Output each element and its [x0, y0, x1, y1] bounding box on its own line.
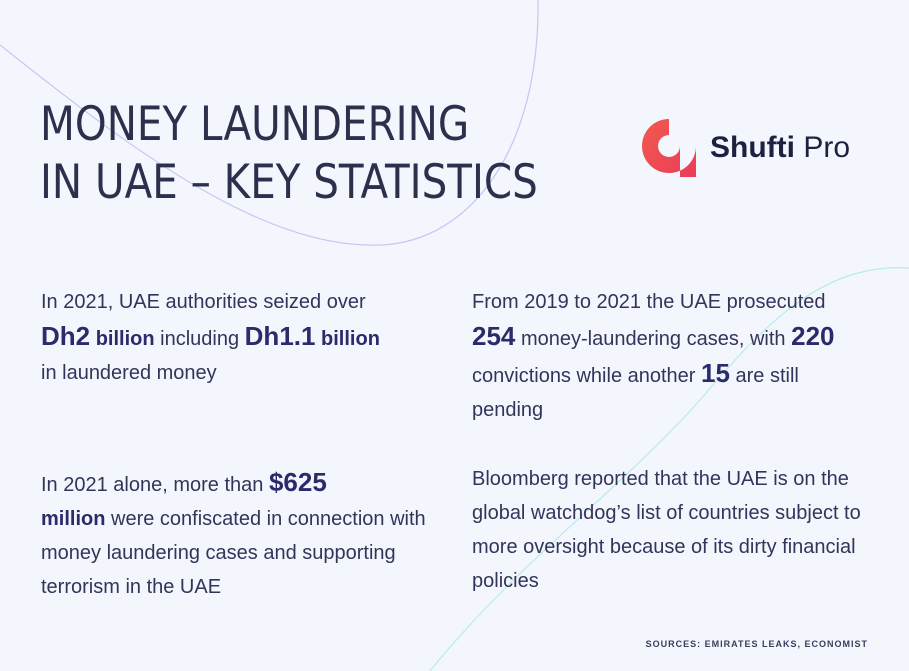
title-line-1: MONEY LAUNDERING [40, 97, 470, 152]
stat-unit: million [41, 508, 106, 530]
logo-mark-icon [640, 117, 698, 179]
title-line-2: IN UAE – KEY STATISTICS [40, 155, 538, 210]
stat-value: 254 [472, 321, 516, 351]
stat-confiscated [41, 465, 451, 604]
stat-value: Dh2 [41, 321, 91, 351]
stat-value: 220 [791, 321, 835, 351]
stat-text: were confiscated in connection with money laundering cases and supporting terrorism in the UAE [41, 508, 426, 598]
logo-text-bold: Shufti [710, 131, 795, 164]
stat-text: in laundered money [41, 362, 217, 384]
shufti-pro-logo [640, 117, 850, 179]
logo-text-regular: Pro [803, 131, 851, 164]
stat-value: 15 [701, 358, 730, 388]
stat-text: In 2021 alone, more than [41, 474, 264, 496]
stat-text: Bloomberg reported that the UAE is on the global watchdog’s list of countries subject to more oversight because of its dirty financial policies [472, 468, 861, 592]
stat-text: money-laundering cases, with [520, 328, 786, 350]
stat-text: convictions while another [472, 365, 696, 387]
stat-text: In 2021, UAE authorities seized over [41, 291, 366, 313]
stat-value: Dh1.1 [244, 321, 316, 351]
stat-unit: billion [321, 328, 380, 350]
stat-bloomberg [472, 462, 872, 598]
stat-value: $625 [268, 467, 327, 497]
stat-text: From 2019 to 2021 the UAE prosecuted [472, 291, 826, 313]
logo-text [710, 131, 850, 165]
stat-seized [41, 285, 441, 390]
stat-text: are still pending [472, 365, 799, 421]
sources-note: SOURCES: EMIRATES LEAKS, ECONOMIST [645, 639, 868, 649]
stat-unit: billion [95, 328, 155, 350]
stat-prosecuted [472, 285, 872, 427]
page-title [40, 96, 538, 212]
stat-text: including [160, 328, 240, 350]
